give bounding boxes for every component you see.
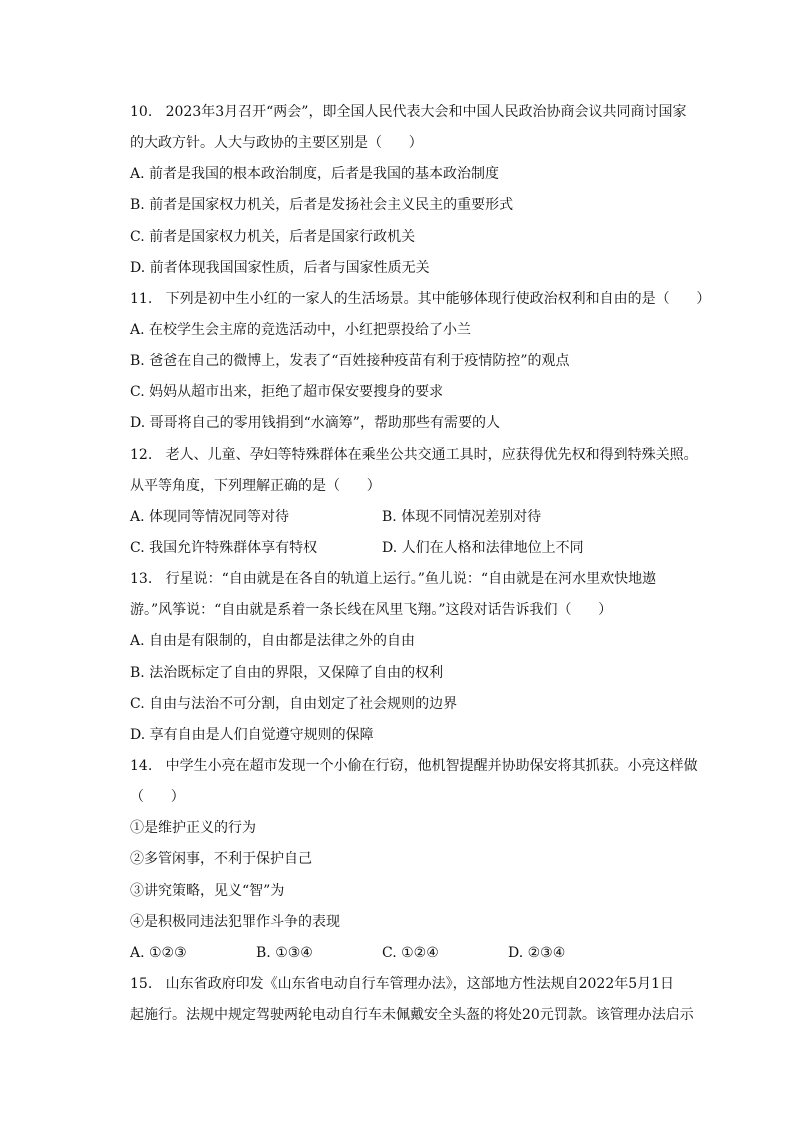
- q14-item-2: ②多管闲事，不利于保护自己: [130, 851, 312, 867]
- q12-option-d: D. 人们在人格和法律地位上不同: [382, 540, 584, 556]
- q10-option-c: C. 前者是国家权力机关，后者是国家行政机关: [130, 229, 416, 245]
- q11-option-c: C. 妈妈从超市出来，拒绝了超市保安要搜身的要求: [130, 384, 444, 400]
- q15-stem-line-1: 15. 山东省政府印发《山东省电动自行车管理办法》，这部地方性法规自2022年5月1日: [130, 976, 675, 992]
- q10-option-d: D. 前者体现我国国家性质，后者与国家性质无关: [130, 260, 430, 276]
- q10-stem-line-2: 的大政方针。人大与政协的主要区别是（ ）: [130, 135, 423, 151]
- q11-option-b: B. 爸爸在自己的微博上，发表了“百姓接种疫苗有利于疫情防控”的观点: [130, 353, 570, 369]
- q11-option-a: A. 在校学生会主席的竞选活动中，小红把票投给了小兰: [130, 322, 472, 338]
- q12-stem-line-2: 从平等角度，下列理解正确的是（ ）: [130, 478, 381, 494]
- q13-option-c: C. 自由与法治不可分割，自由划定了社会规则的边界: [130, 696, 458, 712]
- q14-option-a: A. ①②③: [130, 945, 187, 961]
- q13-option-b: B. 法治既标定了自由的界限，又保障了自由的权利: [130, 665, 444, 681]
- q10-stem-line-1: 10. 2023年3月召开“两会”，即全国人民代表大会和中国人民政治协商会议共同商讨国家: [130, 104, 687, 120]
- q14-item-4: ④是积极同违法犯罪作斗争的表现: [130, 914, 340, 930]
- q14-stem-line-1: 14. 中学生小亮在超市发现一个小偷在行窃，他机智提醒并协助保安将其抓获。小亮这样做: [130, 758, 698, 774]
- q13-stem-line-1: 13. 行星说：“自由就是在各自的轨道上运行。”鱼儿说：“自由就是在河水里欢快地遨: [130, 571, 657, 587]
- q12-stem-line-1: 12. 老人、儿童、孕妇等特殊群体在乘坐公共交通工具时，应获得优先权和得到特殊关照。: [130, 447, 698, 463]
- q14-option-d: D. ②③④: [508, 945, 566, 961]
- q11-option-d: D. 哥哥将自己的零用钱捐到“水滴筹”，帮助那些有需要的人: [130, 415, 500, 431]
- q14-option-b: B. ①③④: [256, 945, 313, 961]
- q10-option-b: B. 前者是国家权力机关，后者是发扬社会主义民主的重要形式: [130, 197, 514, 213]
- q12-options-row-1: [130, 507, 710, 527]
- q13-option-d: D. 享有自由是人们自觉遵守规则的保障: [130, 727, 374, 743]
- q12-options-row-2: [130, 538, 710, 558]
- q14-option-c: C. ①②④: [382, 945, 439, 961]
- q14-options-row: [130, 943, 710, 963]
- q10-option-a: A. 前者是我国的根本政治制度，后者是我国的基本政治制度: [130, 166, 500, 182]
- q13-option-a: A. 自由是有限制的，自由都是法律之外的自由: [130, 633, 416, 649]
- q12-option-c: C. 我国允许特殊群体享有特权: [130, 540, 318, 556]
- q12-option-a: A. 体现同等情况同等对待: [130, 509, 290, 525]
- q14-stem-line-2: （ ）: [130, 789, 185, 805]
- q14-item-1: ①是维护正义的行为: [130, 820, 256, 836]
- q12-option-b: B. 体现不同情况差别对待: [382, 509, 542, 525]
- q13-stem-line-2: 游。”风筝说：“自由就是系着一条长线在风里飞翔。”这段对话告诉我们（ ）: [130, 602, 613, 618]
- q14-item-3: ③讲究策略，见义“智”为: [130, 883, 285, 899]
- q15-stem-line-2: 起施行。法规中规定驾驶两轮电动自行车未佩戴安全头盔的将处20元罚款。该管理办法启示: [130, 1007, 694, 1023]
- q11-stem-line-1: 11. 下列是初中生小红的一家人的生活场景。其中能够体现行使政治权利和自由的是（ ）: [130, 291, 711, 307]
